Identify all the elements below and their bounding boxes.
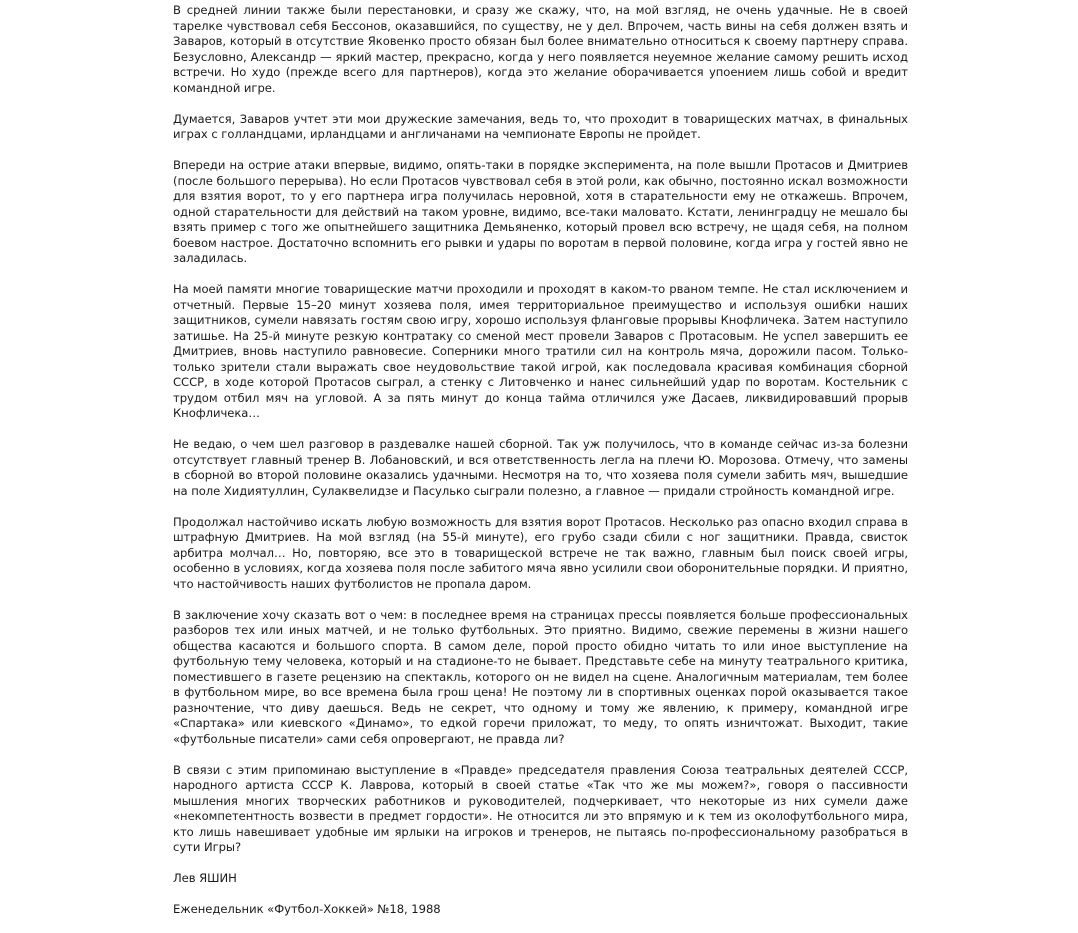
article-paragraph-7: В заключение хочу сказать вот о чем: в последнее время на страницах прессы появляется больше профессиональных разборов тех или иных матчей, и не только футбольных. Это приятно. Видимо, свежие перемены в жизни нашего общества касаются и большого спорта. В самом деле, порой просто обидно читать то или иное выступление на футбольную тему человека, который и на стадионе-то не бывает. Представьте себе на минуту театрального критика, поместившего в газете рецензию на спектакль, которого он не видел на сцене. Аналогичным материалам, тем более в футбольном мире, во все времена была грош цена! Не поэтому ли в спортивных оценках порой оказывается такое разночтение, что диву даешься. Ведь не секрет, что одному и тому же явлению, к примеру, командной игре «Спартака» или киевского «Динамо», то едкой горечи приложат, то меду, то опять изничтожат. Выходит, такие «футбольные писатели» сами себя опровергают, не правда ли?: [173, 607, 908, 746]
article-paragraph-8: В связи с этим припоминаю выступление в «Правде» председателя правления Союза театральных деятелей СССР, народного артиста СССР К. Лаврова, который в своей статье «Так что же мы можем?», говоря о пассивности мышления многих творческих работников и руководителей, подчеркивает, что некоторые из них сумели даже «некомпетентность возвести в предмет гордости». Не относится ли это впрямую и к тем из околофутбольного мира, кто лишь навешивает удобные им ярлыки на игроков и тренеров, не пытаясь по-профессиональному разобраться в сути Игры?: [173, 762, 908, 854]
article-paragraph-4: На моей памяти многие товарищеские матчи проходили и проходят в каком-то рваном темпе. Не стал исключением и отчетный. Первые 15–20 минут хозяева поля, имея территориальное преимущество и используя ошибки наших защитников, сумели навязать гостям свою игру, хорошо используя фланговые прорывы Кнофличека. Затем наступило затишье. На 25-й минуте резкую контратаку со сменой мест провели Заваров с Протасовым. Не успел завершить ее Дмитриев, вновь наступило равновесие. Соперники много тратили сил на контроль мяча, дорожили пасом. Только-только зрители стали выражать свое неудовольствие такой игрой, как последовала красивая комбинация сборной СССР, в ходе которой Протасов сыграл, а стенку с Литовченко и нанес сильнейший удар по воротам. Костельник с трудом отбил мяч на угловой. А за пять минут до конца тайма отличился уже Дасаев, ликвидировавший прорыв Кнофличека…: [173, 282, 908, 420]
publication-source: Еженедельник «Футбол-Хоккей» №18, 1988: [173, 902, 441, 916]
article-paragraph-5: Не ведаю, о чем шел разговор в раздевалке нашей сборной. Так уж получилось, что в команде сейчас из-за болезни отсутствует главный тренер В. Лобановский, и вся ответственность легла на плечи Ю. Морозова. Отмечу, что замены в сборной во второй половине оказались удачными. Несмотря на то, что хозяева поля сумели забить мяч, вышедшие на поле Хидиятуллин, Сулаквелидзе и Пасулько сыграли полезно, а главное — придали стройность командной игре.: [173, 437, 908, 498]
article-paragraph-3: Впереди на острие атаки впервые, видимо, опять-таки в порядке эксперимента, на поле вышли Протасов и Дмитриев (после большого перерыва). Но если Протасов чувствовал себя в этой роли, как обычно, постоянно искал возможности для взятия ворот, то у его партнера игра получилась неровной, хотя в старательности ему не откажешь. Впрочем, одной старательности для действий на таком уровне, видимо, все-таки маловато. Кстати, ленинградцу не мешало бы взять пример с того же опытнейшего защитника Демьяненко, который провел всю встречу, не щадя себя, на полном боевом настрое. Достаточно вспомнить его рывки и удары по воротам в первой половине, когда игра у гостей явно не заладилась.: [173, 158, 908, 265]
author-signature: Лев ЯШИН: [173, 871, 237, 885]
article-paragraph-6: Продолжал настойчиво искать любую возможность для взятия ворот Протасов. Несколько раз опасно входил справа в штрафную Дмитриев. На мой взгляд (на 55-й минуте), его грубо сзади сбили с ног защитники. Правда, свисток арбитра молчал… Но, повторяю, все это в товарищеской встрече не так важно, главным был поиск своей игры, особенно в условиях, когда хозяева поля после забитого мяча явно усилили свои оборонительные порядки. И приятно, что настойчивость наших футболистов не пропала даром.: [173, 514, 908, 591]
article-body: [173, 3, 908, 933]
article-paragraph-2: Думается, Заваров учтет эти мои дружеские замечания, ведь то, что проходит в товарищеских матчах, в финальных играх с голландцами, ирландцами и англичанами на чемпионате Европы не пройдет.: [173, 111, 908, 141]
article-paragraph-1: В средней линии также были перестановки, и сразу же скажу, что, на мой взгляд, не очень удачные. Не в своей тарелке чувствовал себя Бессонов, оказавшийся, по существу, не у дел. Впрочем, часть вины на себя должен взять и Заваров, который в отсутствие Яковенко просто обязан был более внимательно относиться к своему партнеру справа. Безусловно, Александр — яркий мастер, прекрасно, когда у него появляется неуемное желание самому решить исход встречи. Но худо (прежде всего для партнеров), когда это желание оборачивается упоением лишь собой и вредит командной игре.: [173, 3, 908, 95]
